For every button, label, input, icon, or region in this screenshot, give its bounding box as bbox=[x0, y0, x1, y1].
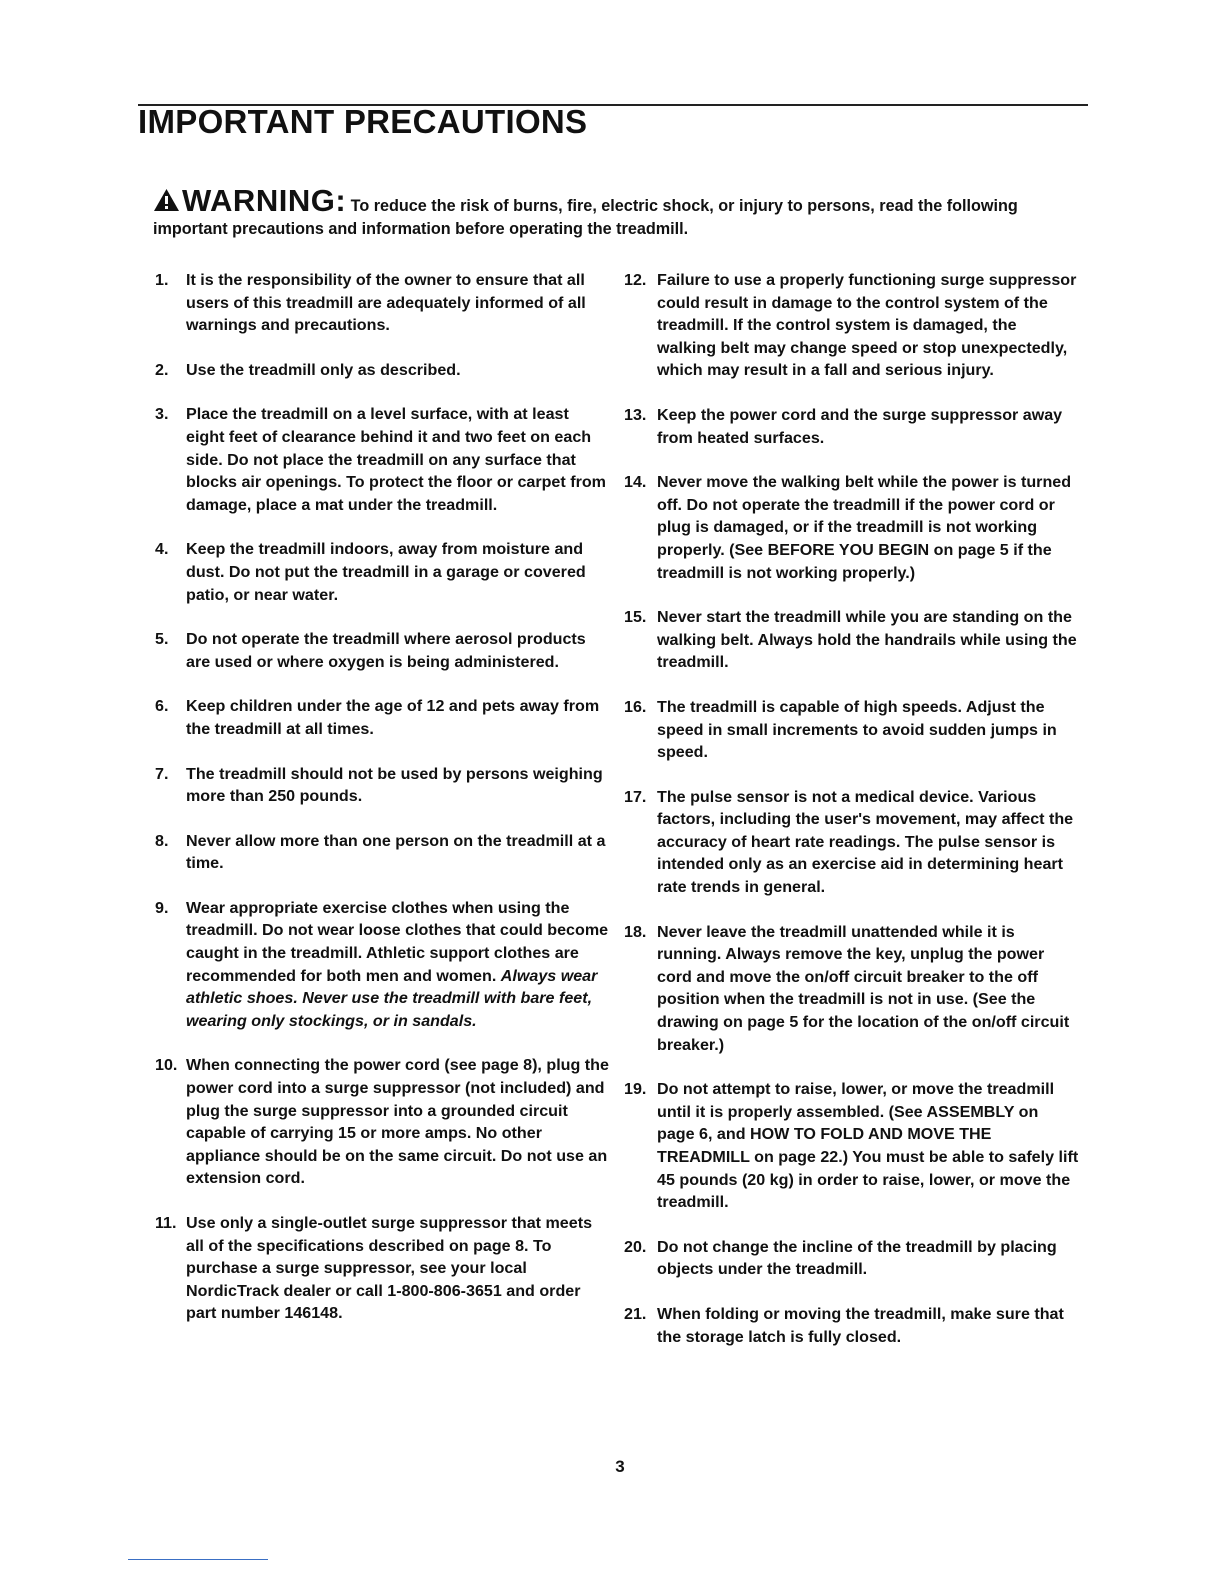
warning-text: To reduce the risk of burns, fire, electric shock, or injury to persons, read the following important precautions and information before operating the treadmill. bbox=[153, 197, 1018, 238]
list-item bbox=[155, 269, 610, 337]
left-column bbox=[155, 269, 610, 1325]
warning-triangle-icon bbox=[153, 188, 180, 212]
item-text: Never start the treadmill while you are standing on the walking belt. Always hold the handrails while using the treadmill. bbox=[657, 608, 1077, 672]
warning-block bbox=[153, 183, 1078, 241]
item-text: The treadmill is capable of high speeds. Adjust the speed in small increments to avoid sudden jumps in speed. bbox=[657, 697, 1057, 762]
list-item bbox=[155, 763, 610, 808]
list-item bbox=[155, 830, 610, 875]
list-item bbox=[155, 695, 610, 740]
list-item bbox=[624, 1303, 1079, 1348]
list-item bbox=[155, 359, 610, 382]
item-number: 4. bbox=[155, 540, 169, 559]
item-text: Do not change the incline of the treadmill by placing objects under the treadmill. bbox=[657, 1237, 1057, 1279]
item-number: 10. bbox=[155, 1056, 178, 1075]
item-number: 6. bbox=[155, 697, 169, 716]
item-text: Keep the treadmill indoors, away from moisture and dust. Do not put the treadmill in a garage or covered patio, or near water. bbox=[186, 540, 586, 604]
item-number: 9. bbox=[155, 898, 169, 917]
item-text: Use the treadmill only as described. bbox=[186, 360, 461, 379]
item-text: Never allow more than one person on the treadmill at a time. bbox=[186, 831, 606, 873]
list-item bbox=[155, 403, 610, 516]
list-item bbox=[624, 606, 1079, 674]
footer-rule bbox=[128, 1559, 268, 1560]
item-text: Keep children under the age of 12 and pets away from the treadmill at all times. bbox=[186, 697, 600, 738]
item-number: 12. bbox=[624, 271, 647, 289]
page-title: IMPORTANT PRECAUTIONS bbox=[138, 103, 588, 140]
list-item bbox=[624, 786, 1079, 899]
item-text: Keep the power cord and the surge suppressor away from heated surfaces. bbox=[657, 405, 1063, 447]
list-item bbox=[155, 1212, 610, 1325]
page-number: 3 bbox=[615, 1457, 625, 1476]
item-text: When folding or moving the treadmill, make sure that the storage latch is fully closed. bbox=[657, 1304, 1064, 1346]
item-number: 18. bbox=[624, 922, 647, 941]
list-item bbox=[624, 1078, 1079, 1214]
right-column bbox=[624, 269, 1079, 1348]
list-item bbox=[155, 538, 610, 606]
item-number: 8. bbox=[155, 831, 169, 850]
item-text: Never move the walking belt while the power is turned off. Do not operate the treadmill if the power cord or plug is damaged, or if the treadmill is not working properly. (See BEFORE YOU BEGIN on page 5 if the treadmill is not working properly.) bbox=[657, 473, 1072, 582]
warning-label: WARNING: bbox=[182, 183, 347, 218]
list-item bbox=[624, 269, 1079, 382]
list-item bbox=[624, 696, 1079, 764]
item-text: Do not operate the treadmill where aerosol products are used or where oxygen is being administered. bbox=[186, 630, 586, 671]
item-text: Failure to use a properly functioning surge suppressor could result in damage to the control system of the treadmill. If the control system is damaged, the walking belt may change speed or stop unexpectedly, which may result in a fall and serious injury. bbox=[657, 271, 1077, 380]
item-number: 7. bbox=[155, 764, 169, 783]
item-number: 11. bbox=[155, 1214, 177, 1232]
item-italic-text: Always wear athletic shoes. Never use the treadmill with bare feet, wearing only stockings, or in sandals. bbox=[186, 966, 598, 1030]
item-number: 14. bbox=[624, 473, 647, 492]
item-number: 17. bbox=[624, 787, 647, 806]
list-item bbox=[624, 404, 1079, 449]
item-number: 21. bbox=[624, 1304, 647, 1323]
item-text: The treadmill should not be used by persons weighing more than 250 pounds. bbox=[186, 764, 603, 806]
item-number: 3. bbox=[155, 405, 169, 424]
list-item bbox=[624, 921, 1079, 1057]
item-text: The pulse sensor is not a medical device. Various factors, including the user's movement, may affect the accuracy of heart rate readings. The pulse sensor is intended only as an exercise aid in determining heart rate trends in general. bbox=[657, 787, 1074, 897]
item-text: When connecting the power cord (see page 8), plug the power cord into a surge suppressor (not included) and plug the surge suppressor into a grounded circuit capable of carrying 15 or more amps. No other appliance should be on the same circuit. Do not use an extension cord. bbox=[186, 1056, 609, 1188]
list-item bbox=[155, 628, 610, 673]
warning-badge bbox=[153, 183, 346, 218]
list-item bbox=[624, 471, 1079, 584]
item-number: 13. bbox=[624, 405, 647, 424]
item-text: Place the treadmill on a level surface, with at least eight feet of clearance behind it and two feet on each side. Do not place the treadmill on any surface that blocks air openings. To protect the floor or carpet from damage, place a mat under the treadmill. bbox=[186, 405, 606, 514]
list-item bbox=[155, 1054, 610, 1190]
item-text: Wear appropriate exercise clothes when using the treadmill. Do not wear loose clothes that could become caught in the treadmill. Athletic support clothes are recommended for both men and women. bbox=[186, 898, 609, 985]
item-text: Never leave the treadmill unattended while it is running. Always remove the key, unplug the power cord and move the on/off circuit breaker to the off position when the treadmill is not in use. (See the drawing on page 5 for the location of the on/off circuit breaker.) bbox=[657, 922, 1070, 1054]
item-number: 16. bbox=[624, 697, 647, 716]
item-number: 20. bbox=[624, 1237, 647, 1256]
list-item bbox=[624, 1236, 1079, 1281]
item-number: 2. bbox=[155, 360, 169, 379]
item-number: 5. bbox=[155, 630, 169, 649]
item-text: It is the responsibility of the owner to ensure that all users of this treadmill are adequately informed of all warnings and precautions. bbox=[186, 271, 586, 335]
item-number: 1. bbox=[155, 271, 169, 289]
item-number: 15. bbox=[624, 608, 647, 627]
item-text: Use only a single-outlet surge suppressor that meets all of the specifications described on page 8. To purchase a surge suppressor, see your local NordicTrack dealer or call 1-800-806-3651 and order part number 146148. bbox=[186, 1214, 593, 1323]
list-item bbox=[155, 897, 610, 1033]
item-text: Do not attempt to raise, lower, or move the treadmill until it is properly assembled. (See ASSEMBLY on page 6, and HOW TO FOLD AND MOVE THE TREADMILL on page 22.) You must be able to safely lift 45 pounds (20 kg) in order to raise, lower, or move the treadmill. bbox=[657, 1080, 1079, 1212]
item-number: 19. bbox=[624, 1080, 647, 1099]
